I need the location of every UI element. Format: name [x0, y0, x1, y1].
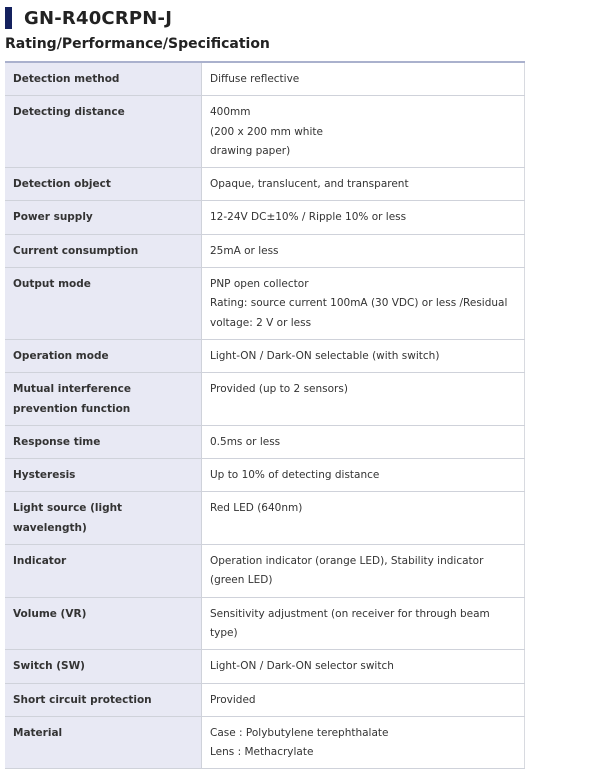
spec-value [202, 234, 525, 267]
spec-label: Response time [5, 425, 202, 458]
spec-table-body [5, 62, 525, 769]
spec-label: Output mode [5, 268, 202, 340]
spec-row [5, 597, 525, 650]
spec-value-line: Case : Polybutylene terephthalate [210, 726, 389, 739]
spec-row [5, 234, 525, 267]
spec-row [5, 492, 525, 545]
spec-label: Current consumption [5, 234, 202, 267]
spec-label: Detection object [5, 168, 202, 201]
spec-row [5, 268, 525, 340]
spec-value [202, 96, 525, 168]
spec-value-line: 400mm [210, 106, 251, 119]
spec-label: Mutual interference prevention function [5, 373, 202, 426]
spec-value-line: Provided [210, 693, 256, 706]
spec-value [202, 425, 525, 458]
section-title: Rating/Performance/Specification [5, 36, 270, 52]
spec-label: Detection method [5, 62, 202, 96]
spec-label: Detecting distance [5, 96, 202, 168]
spec-value-line: 12-24V DC±10% / Ripple 10% or less [210, 211, 407, 224]
spec-label: Material [5, 716, 202, 769]
spec-value-line: drawing paper) [210, 144, 291, 157]
spec-table [5, 61, 525, 769]
spec-value [202, 373, 525, 426]
spec-value-line: PNP open collector [210, 278, 309, 291]
spec-row [5, 459, 525, 492]
spec-row [5, 373, 525, 426]
spec-value-line: Provided (up to 2 sensors) [210, 383, 348, 396]
spec-row [5, 650, 525, 683]
spec-value-line: 25mA or less [210, 244, 279, 257]
spec-row [5, 62, 525, 96]
spec-value [202, 650, 525, 683]
spec-value [202, 62, 525, 96]
spec-value [202, 459, 525, 492]
page-title: GN-R40CRPN-J [24, 7, 173, 29]
spec-row [5, 339, 525, 372]
spec-label: Indicator [5, 545, 202, 598]
spec-label: Volume (VR) [5, 597, 202, 650]
page-header [5, 6, 172, 30]
spec-value [202, 201, 525, 234]
spec-row [5, 545, 525, 598]
spec-label: Switch (SW) [5, 650, 202, 683]
spec-value-line: Operation indicator (orange LED), Stability indicator (green LED) [210, 555, 484, 587]
spec-value [202, 683, 525, 716]
spec-value [202, 339, 525, 372]
spec-row [5, 168, 525, 201]
spec-row [5, 716, 525, 769]
spec-value-line: 0.5ms or less [210, 435, 281, 448]
spec-value-line: (200 x 200 mm white [210, 125, 323, 138]
spec-value [202, 545, 525, 598]
spec-value-line: Opaque, translucent, and transparent [210, 178, 409, 191]
spec-value [202, 716, 525, 769]
spec-label: Short circuit protection [5, 683, 202, 716]
spec-label: Power supply [5, 201, 202, 234]
spec-row [5, 425, 525, 458]
spec-value-line: Red LED (640nm) [210, 502, 303, 515]
spec-value [202, 492, 525, 545]
spec-value-line: Light-ON / Dark-ON selector switch [210, 660, 394, 673]
spec-value-line: Up to 10% of detecting distance [210, 469, 380, 482]
spec-value-line: Lens : Methacrylate [210, 746, 314, 759]
spec-label: Operation mode [5, 339, 202, 372]
spec-value [202, 268, 525, 340]
spec-value-line: Light-ON / Dark-ON selectable (with switch) [210, 349, 440, 362]
spec-value [202, 597, 525, 650]
title-accent-bar [5, 7, 12, 29]
spec-value-line: Diffuse reflective [210, 73, 300, 85]
spec-row [5, 96, 525, 168]
spec-row [5, 683, 525, 716]
spec-value-line: voltage: 2 V or less [210, 316, 312, 329]
spec-value [202, 168, 525, 201]
spec-row [5, 201, 525, 234]
spec-label: Light source (light wavelength) [5, 492, 202, 545]
spec-value-line: Sensitivity adjustment (on receiver for through beam type) [210, 607, 490, 639]
spec-label: Hysteresis [5, 459, 202, 492]
spec-value-line: Rating: source current 100mA (30 VDC) or less /Residual [210, 297, 508, 310]
